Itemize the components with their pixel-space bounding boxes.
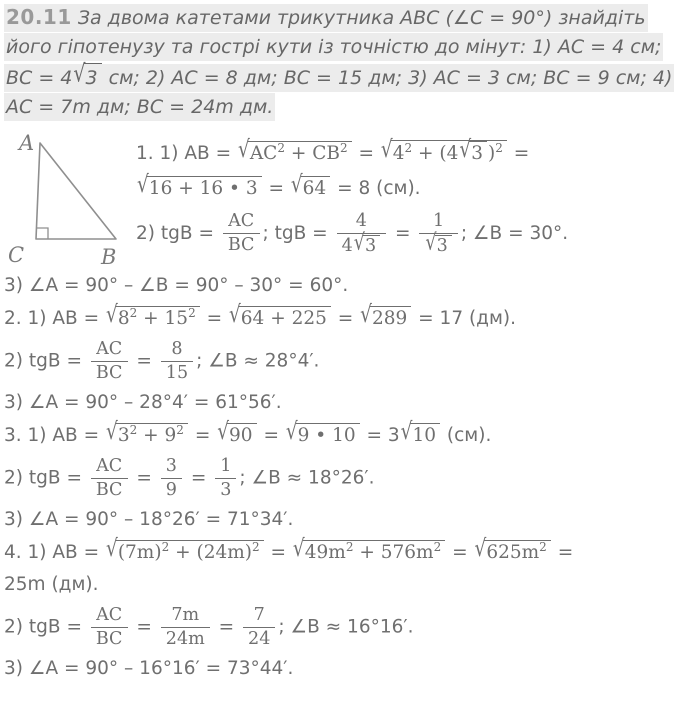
math-line: 2. 1) AB = $√8^2 + 15^2 = √64 + 225 = √289 = 17$ (дм). (4, 306, 689, 332)
problem-statement (4, 2, 689, 123)
statement-highlight (4, 4, 674, 121)
triangle-outline (36, 143, 116, 239)
math-line: √16 + 16 • 3 = √64 = 8 (см). (136, 176, 689, 202)
math-line: 3. 1) AB = $√3^2 + 9^2 = √90 = √9$ • 10 = 3√10 (см). (4, 423, 689, 449)
vertex-label-a: A (19, 130, 35, 155)
solution-lines-beside-figure (136, 129, 689, 266)
vertex-label-c: C (8, 242, 25, 267)
problem-text: За двома катетами трикутника ABC (∠C = 90°) знайдіть його гіпотенузу та гострі кути із точністю до мінут: 1) AC = 4 см; BC = 4√3 см; 2) AC = 8 дм; BC = 15 дм; 3) AC = 3 см; BC = 9 см; 4) AC = 7m дм; BC = 24m дм. (6, 7, 673, 119)
math-line: 3) ∠A = 90° – ∠B = 90° – 30° = 60°. (4, 274, 349, 296)
triangle-figure (4, 130, 136, 269)
math-line: 4. 1) AB = $√(7m)^2 + (24m)^2 = √49m^2 + 576m^2 = √625m^2$ = (4, 540, 689, 566)
problem-number: 20.11 (6, 5, 72, 29)
solution-lines (4, 274, 689, 682)
math-line: 2) tgB = $\frac{AC}{BC}$ = $\frac{7m}{24m}$ = $\frac{7}{24}$ ; ∠B ≈ 16°16′. (4, 604, 414, 649)
math-line: 2) tgB = $\frac{AC}{BC}$ ; tgB = $\frac{4}{4√3}$ = $\frac{1}{√3}$ ; ∠B = 30°. (136, 210, 569, 256)
math-line: 3) ∠A = 90° – 18°26′ = 71°34′. (4, 509, 294, 530)
math-line: 2) tgB = $\frac{AC}{BC}$ = $\frac{8}{15}$ ; ∠B ≈ 28°4′. (4, 338, 320, 383)
math-line: 3) ∠A = 90° – 16°16′ = 73°44′. (4, 658, 294, 680)
solution-top-row (4, 129, 689, 267)
math-line: 2) tgB = $\frac{AC}{BC}$ = $\frac{3}{9}$ = $\frac{1}{3}$ ; ∠B ≈ 18°26′. (4, 455, 375, 500)
math-line: 25m (дм). (4, 573, 99, 595)
vertex-label-b: B (101, 244, 117, 269)
math-line: 1. 1) AB = $√AC^2 + CB^2 = √4^2 + (4√3$ )$^2$ = (136, 140, 689, 167)
triangle-svg (4, 139, 129, 251)
math-line: 3) ∠A = 90° – 28°4′ = 61°56′. (4, 391, 282, 413)
right-angle-mark (37, 228, 48, 239)
